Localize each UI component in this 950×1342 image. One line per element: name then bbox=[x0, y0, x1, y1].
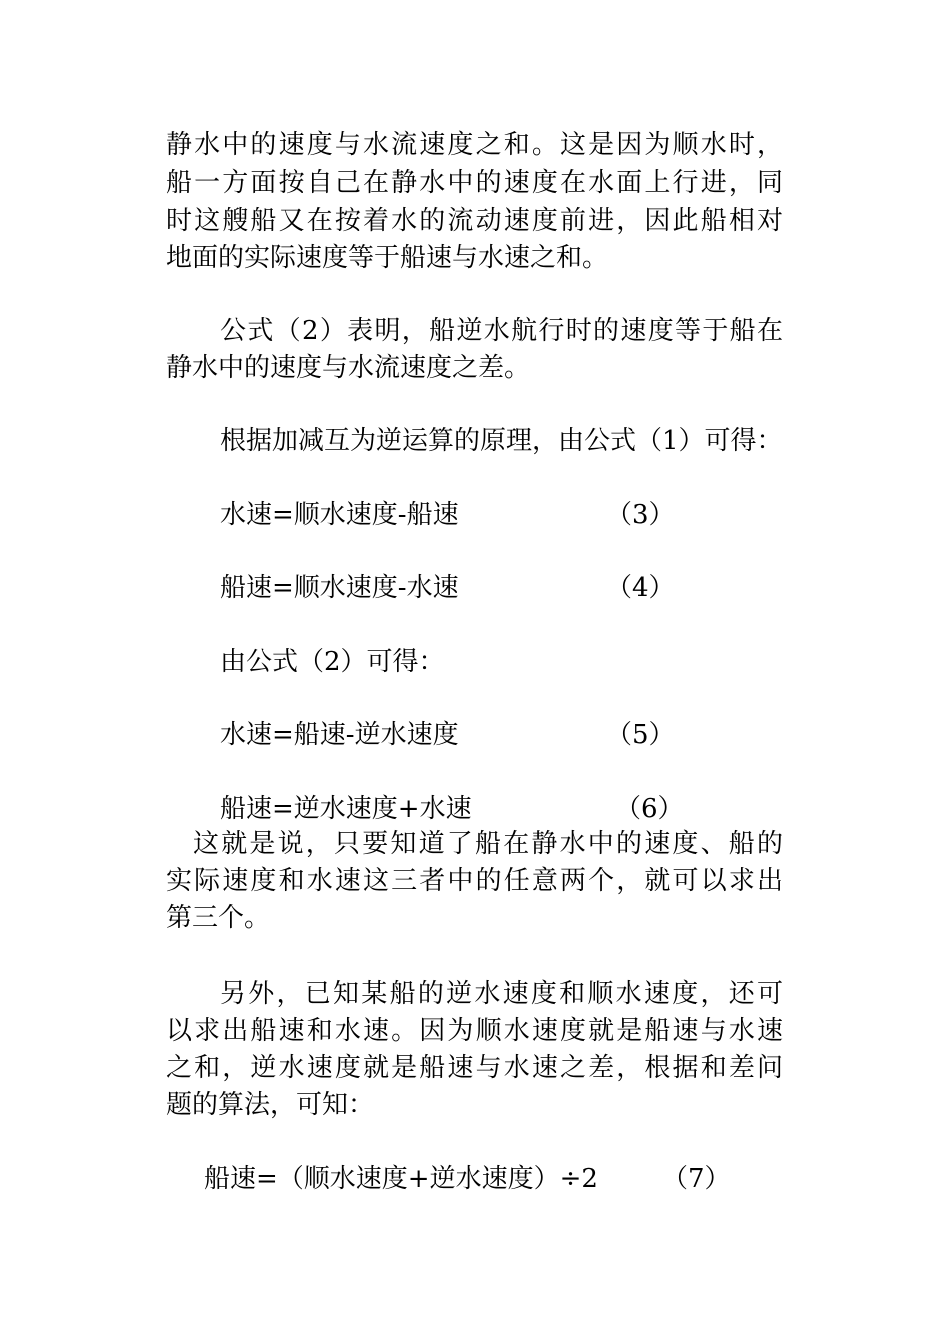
paragraph-5-line-2: 实际速度和水速这三者中的任意两个，就可以求出 bbox=[166, 866, 783, 896]
paragraph-3: 根据加减互为逆运算的原理，由公式（1）可得： bbox=[220, 426, 783, 456]
paragraph-1-line-2: 船一方面按自己在静水中的速度在水面上行进，同 bbox=[166, 168, 783, 198]
paragraph-1-line-3: 时这艘船又在按着水的流动速度前进，因此船相对 bbox=[166, 206, 783, 236]
formula-4-expression: 船速=顺水速度-水速 bbox=[220, 573, 459, 603]
formula-3-expression: 水速=顺水速度-船速 bbox=[220, 500, 459, 530]
paragraph-5-line-1: 这就是说，只要知道了船在静水中的速度、船的 bbox=[193, 829, 783, 859]
paragraph-6-line-4: 题的算法，可知： bbox=[166, 1090, 375, 1120]
paragraph-1-line-4: 地面的实际速度等于船速与水速之和。 bbox=[166, 243, 609, 273]
paragraph-4: 由公式（2）可得： bbox=[220, 647, 445, 677]
formula-4-number: （4） bbox=[606, 573, 675, 603]
formula-5-expression: 水速=船速-逆水速度 bbox=[220, 720, 459, 750]
formula-6-expression: 船速=逆水速度+水速 bbox=[220, 794, 472, 824]
formula-6-number: （6） bbox=[615, 794, 684, 824]
formula-7-expression: 船速=（顺水速度+逆水速度）÷2 bbox=[204, 1164, 598, 1194]
paragraph-1-line-1: 静水中的速度与水流速度之和。这是因为顺水时， bbox=[166, 130, 783, 160]
paragraph-5-line-3: 第三个。 bbox=[166, 903, 271, 933]
paragraph-6-line-1: 另外，已知某船的逆水速度和顺水速度，还可 bbox=[220, 979, 783, 1009]
paragraph-6-line-3: 之和，逆水速度就是船速与水速之差，根据和差问 bbox=[166, 1053, 783, 1083]
formula-3-number: （3） bbox=[606, 500, 675, 530]
paragraph-2-line-1: 公式（2）表明，船逆水航行时的速度等于船在 bbox=[220, 316, 783, 346]
formula-7-number: （7） bbox=[662, 1164, 731, 1194]
formula-5-number: （5） bbox=[606, 720, 675, 750]
paragraph-6-line-2: 以求出船速和水速。因为顺水速度就是船速与水速 bbox=[166, 1016, 783, 1046]
paragraph-2-line-2: 静水中的速度与水流速度之差。 bbox=[166, 353, 531, 383]
